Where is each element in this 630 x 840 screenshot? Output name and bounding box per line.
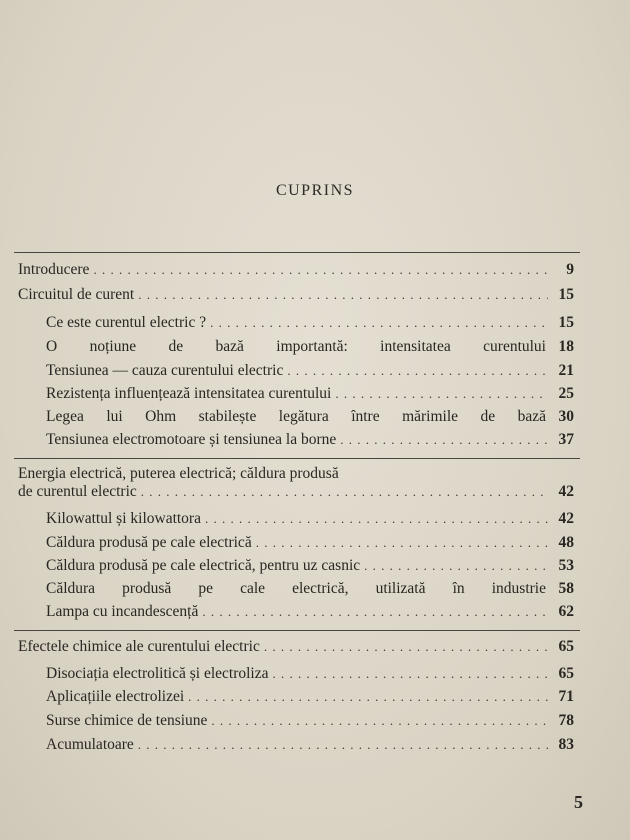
toc-entry-page: 42 <box>558 510 574 527</box>
toc-entry-title: Căldura produsă pe cale electrică, pentru uz casnic <box>46 557 361 574</box>
toc-entry-page: 48 <box>558 534 574 551</box>
toc-entry-title: Introducere <box>18 261 90 278</box>
toc-entry-page: 21 <box>558 362 574 379</box>
toc-entry-efectele <box>18 638 574 656</box>
toc-entry-title: Aplicațiile electrolizei <box>46 688 185 705</box>
toc-entry-energia <box>18 483 574 501</box>
dot-leader <box>141 483 548 501</box>
page-number: 5 <box>574 792 583 812</box>
toc-entry-title: Disociația electrolitică și electroliza <box>46 665 269 682</box>
toc-entry-title: Ce este curentul electric ? <box>46 314 207 331</box>
toc-entry-page: 83 <box>558 736 574 753</box>
toc-subentry <box>46 431 574 449</box>
toc-entry-title: Tensiunea electromotoare și tensiunea la borne <box>46 431 337 448</box>
toc-entry-title: Kilowattul și kilowattora <box>46 510 201 527</box>
toc-subentry <box>46 603 574 621</box>
dot-leader <box>273 665 549 683</box>
toc-subentry <box>46 362 574 380</box>
toc-entry-title: Surse chimice de tensiune <box>46 712 208 729</box>
toc-subentry <box>46 534 574 552</box>
toc-entry-title: O noțiune de bază importantă: intensitatea curentului <box>46 338 546 355</box>
toc-entry-title: Lampa cu incandescență <box>46 603 199 620</box>
toc-entry-page: 42 <box>558 483 574 500</box>
toc-subentry <box>46 736 574 754</box>
toc-entry-title: Căldura produsă pe cale electrică, utilizată în industrie <box>46 580 546 597</box>
toc-subentry <box>46 688 574 706</box>
toc-subentry <box>46 314 574 332</box>
toc-entry-title: Efectele chimice ale curentului electric <box>18 638 260 655</box>
toc-subentry <box>46 338 574 356</box>
dot-leader <box>211 712 548 730</box>
toc-entry-page: 18 <box>558 338 574 355</box>
toc-entry-page: 65 <box>558 665 574 682</box>
toc-subentry <box>46 580 574 598</box>
toc-subentry <box>46 712 574 730</box>
dot-leader <box>210 314 548 332</box>
dot-leader <box>188 688 548 706</box>
toc-subentry <box>46 408 574 426</box>
toc-entry-page: 62 <box>558 603 574 620</box>
toc-entry-page: 78 <box>558 712 574 729</box>
toc-subentry <box>46 510 574 528</box>
dot-leader <box>256 534 548 552</box>
dot-leader <box>202 603 548 621</box>
toc-entry-title: Acumulatoare <box>46 736 134 753</box>
dot-leader <box>138 736 548 754</box>
toc-entry-title: Legea lui Ohm stabilește legătura între mărimile de bază <box>46 408 546 425</box>
toc-entry-page: 65 <box>558 638 574 655</box>
section-rule <box>14 630 580 631</box>
toc-subentry <box>46 385 574 403</box>
toc-entry-title-line2: de curentul electric <box>18 483 137 500</box>
toc-subentry <box>46 557 574 575</box>
dot-leader <box>340 431 548 449</box>
toc-entry-page: 9 <box>566 261 574 278</box>
toc-subentry <box>46 665 574 683</box>
toc-entry-title: Circuitul de curent <box>18 286 135 303</box>
dot-leader <box>364 557 548 575</box>
toc-entry-title-line1: Energia electrică, puterea electrică; căldura produsă <box>18 465 339 482</box>
toc-entry-page: 53 <box>558 557 574 574</box>
toc-entry-page: 71 <box>558 688 574 705</box>
dot-leader <box>335 385 548 403</box>
toc-entry-page: 58 <box>558 580 574 597</box>
toc-entry-title: Tensiunea — cauza curentului electric <box>46 362 284 379</box>
dot-leader <box>138 286 548 304</box>
toc-entry-page: 15 <box>558 286 574 303</box>
dot-leader <box>93 261 548 279</box>
page-title: CUPRINS <box>275 182 355 199</box>
toc-entry-title: Rezistența influențează intensitatea curentului <box>46 385 332 402</box>
toc-entry-page: 37 <box>558 431 574 448</box>
toc-entry-page: 30 <box>558 408 574 425</box>
toc-entry-page: 25 <box>558 385 574 402</box>
toc-entry-title: Căldura produsă pe cale electrică <box>46 534 252 551</box>
dot-leader <box>205 510 548 528</box>
toc-entry-introducere <box>18 261 574 279</box>
dot-leader <box>287 362 548 380</box>
toc-entry-circuitul <box>18 286 574 304</box>
toc-entry-page: 15 <box>558 314 574 331</box>
section-rule <box>14 458 580 459</box>
dot-leader <box>264 638 548 656</box>
